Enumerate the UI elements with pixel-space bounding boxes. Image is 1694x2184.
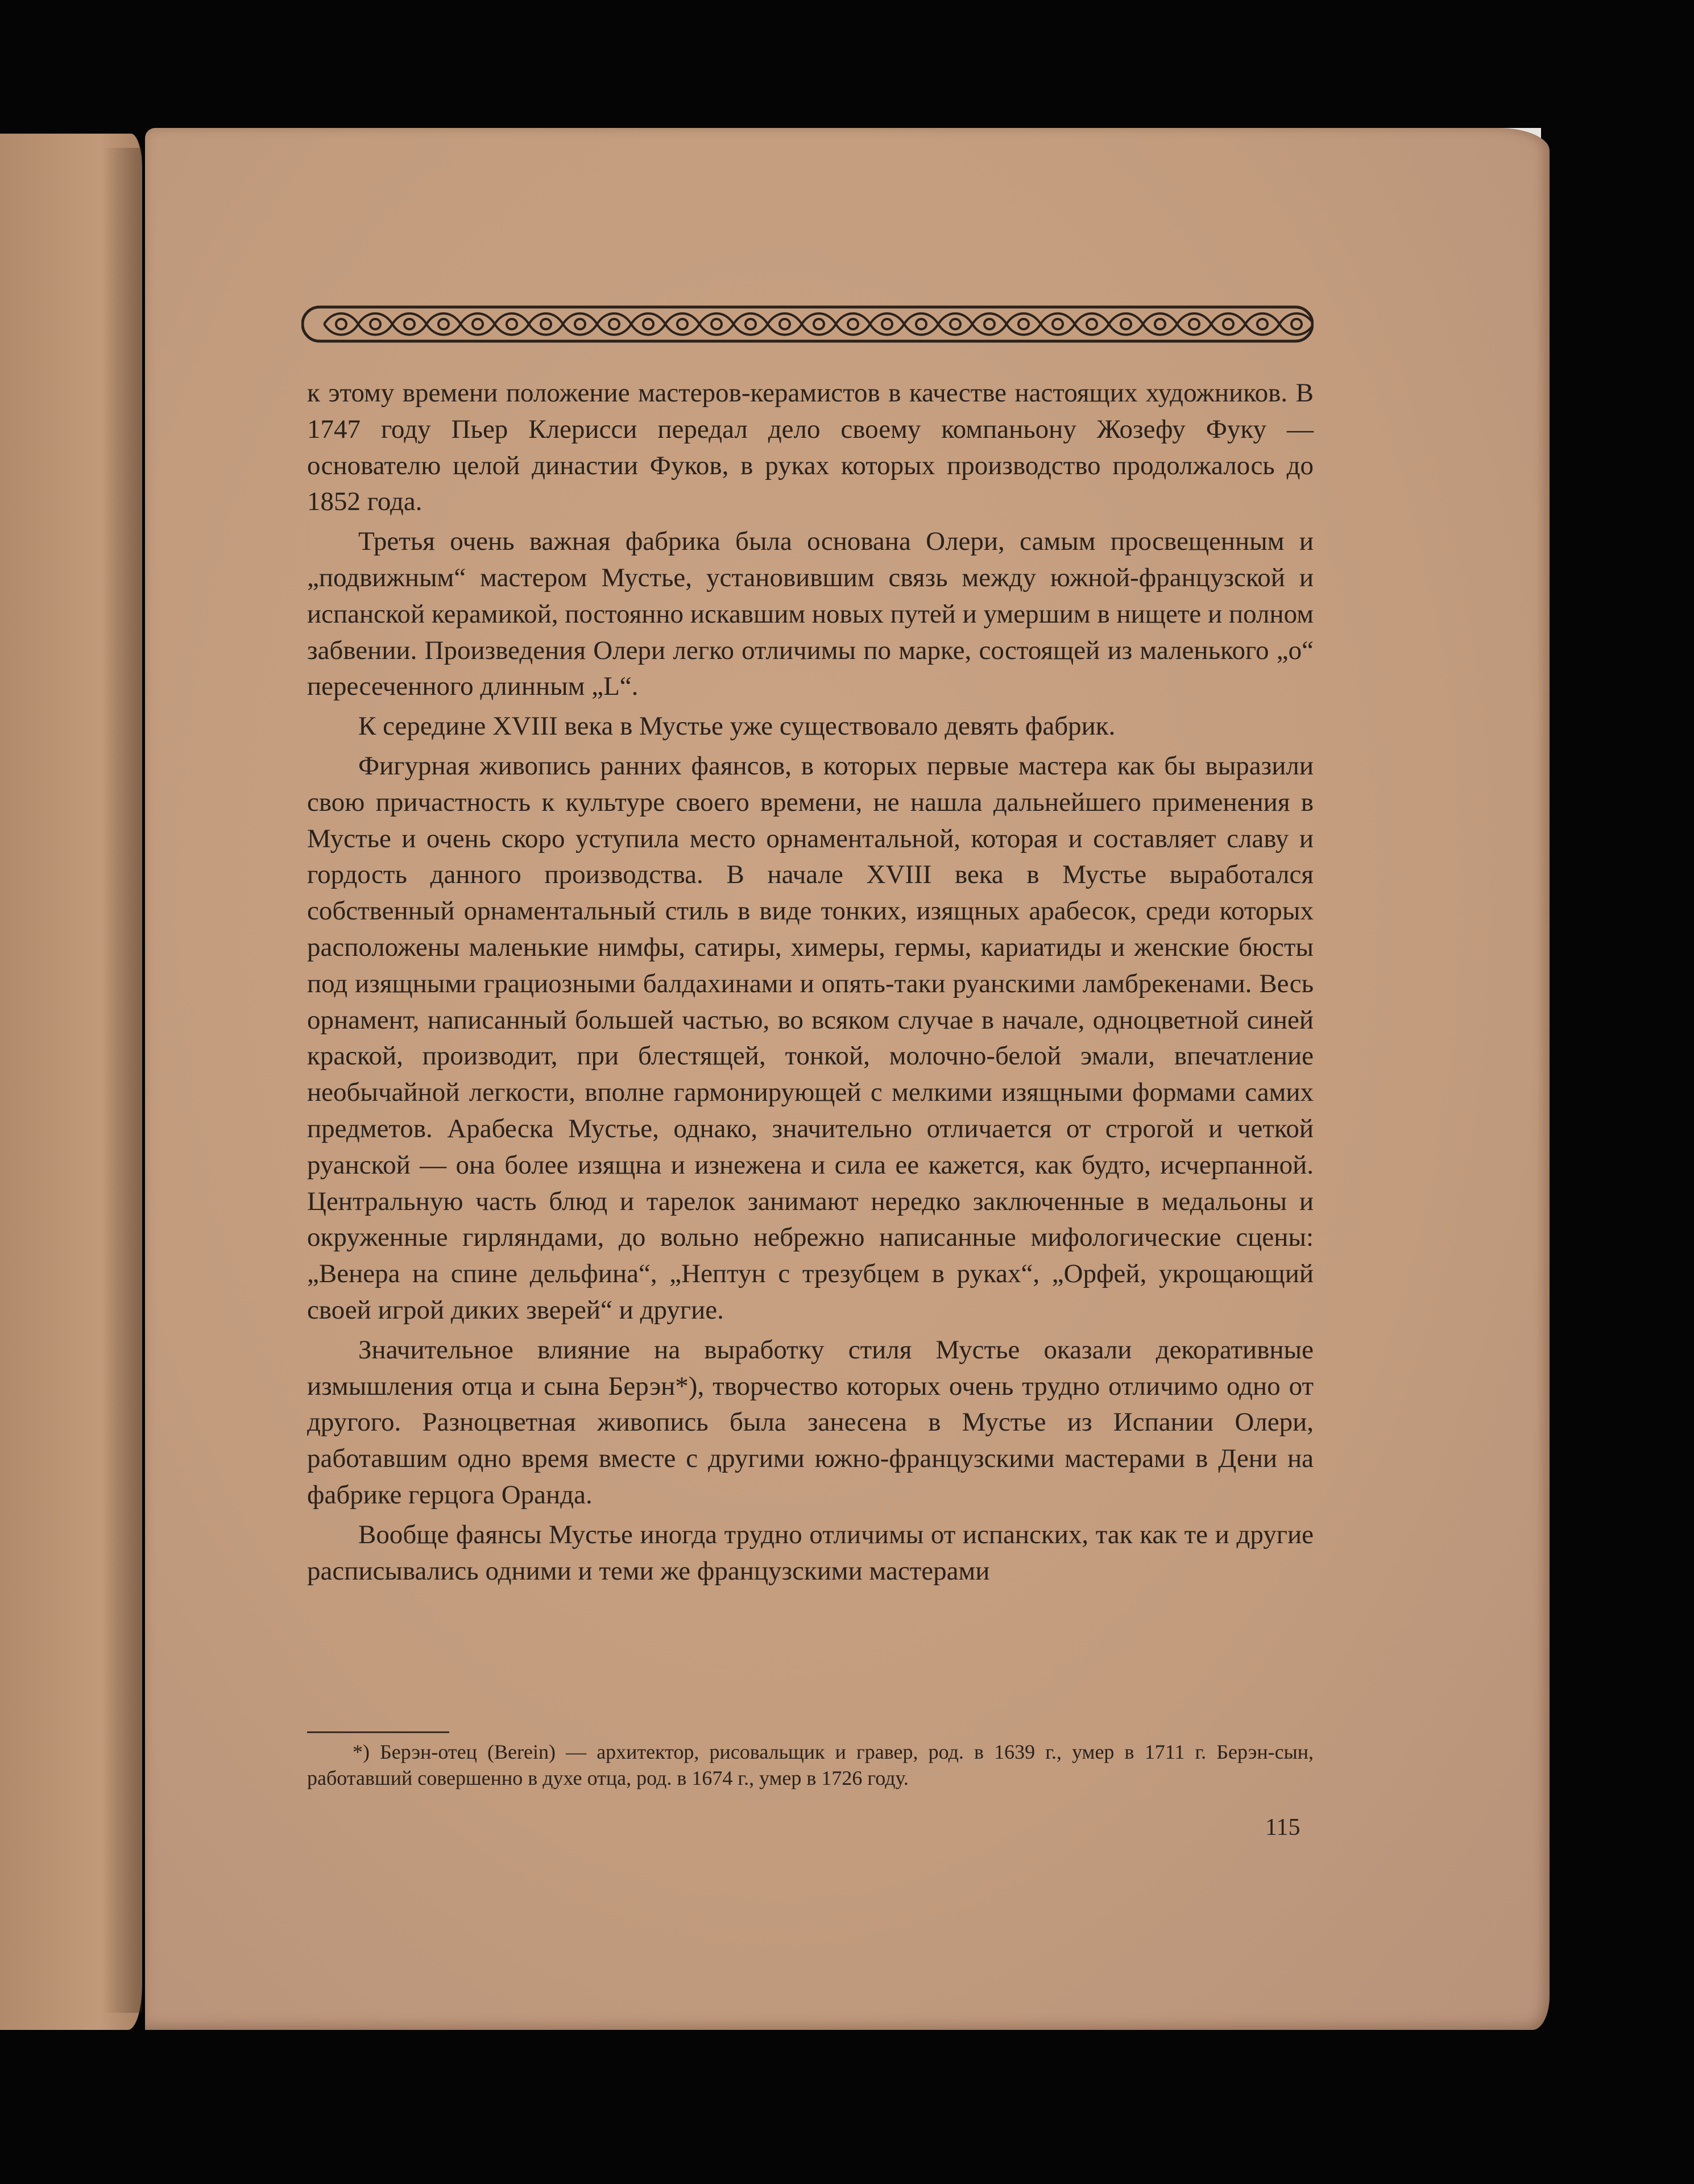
footnote: *) Берэн-отец (Berein) — архитектор, рисовальщик и гравер, род. в 1639 г., умер в 1711 г. Берэн-сын, работавший совершенно в духе отца, род. в 1674 г., умер в 1726 году. [307, 1740, 1314, 1789]
ornament-ring [404, 319, 415, 329]
ornament-ring [438, 319, 449, 329]
ornament-ring [950, 319, 960, 329]
ornament-ring [1121, 319, 1131, 329]
ornament-ring [984, 319, 995, 329]
ornament-ring [1155, 319, 1165, 329]
ornament-ring [1223, 319, 1233, 329]
ornament-ring [1018, 319, 1029, 329]
ornament-ring [780, 319, 790, 329]
paragraph: к этому времени положение мастеров-керамистов в качестве настоящих художников. В 1747 году Пьер Клерисси передал дело своему компаньону Жозефу Фуку — основателю целой династии Фуков, в руках которых производство продолжалось до 1852 года. [307, 378, 1314, 517]
paragraph: К середине XVIII века в Мустье уже существовало девять фабрик. [358, 711, 1116, 741]
ornament-ring [1087, 319, 1097, 329]
gutter-shadow [102, 148, 142, 2013]
ornament-ring [541, 319, 551, 329]
ornament-ring [643, 319, 653, 329]
paragraph: Вообще фаянсы Мустье иногда трудно отличимы от испанских, так как те и другие расписывались одними и теми же французскими мастерами [307, 1519, 1314, 1586]
ornament-ring [1291, 319, 1302, 329]
ornament-ring [575, 319, 585, 329]
ornament-ring [745, 319, 756, 329]
ornament-ring [1189, 319, 1199, 329]
ornament-ring [677, 319, 687, 329]
page-number: 115 [1265, 1814, 1300, 1841]
ornament-ring [507, 319, 517, 329]
ornament-ring [1053, 319, 1063, 329]
paragraph: Третья очень важная фабрика была основана Олери, самым просвещенным и „подвижным“ мастером Мустье, установившим связь между южной-французской и испанской керамикой, постоянно искавшим новых путей и умершим в нищете и полном забвении. Произведения Олери легко отличимы по марке, состоящей из маленького „о“ пересеченного длинным „L“. [307, 527, 1314, 702]
footnote-divider [307, 1731, 449, 1733]
ornament-ring [916, 319, 926, 329]
ornament-ring [609, 319, 619, 329]
ornament-ring [1257, 319, 1268, 329]
ornament-ring [336, 319, 346, 329]
ornament-ring [848, 319, 858, 329]
ornament-ring [711, 319, 722, 329]
ornament-ring [882, 319, 892, 329]
paragraph: Значительное влияние на выработку стиля Мустье оказали декоративные измышления отца и сына Берэн*), творчество которых очень трудно отличимо одно от другого. Разноцветная живопись была занесена в Мустье из Испании Олери, работавшим одно время вместе с другими южно-французскими мастерами в Дени на фабрике герцога Оранда. [307, 1335, 1314, 1510]
ornament-ring [473, 319, 483, 329]
celtic-knot-ornament-icon [301, 301, 1314, 347]
paragraph: Фигурная живопись ранних фаянсов, в которых первые мастера как бы выразили свою причастность к культуре своего времени, не нашла дальнейшего применения в Мустье и очень скоро уступила место орнаментальной, которая и составляет славу и гордость данного производства. В начале XVIII века в Мустье выработался собственный орнаментальный стиль в виде тонких, изящных арабесок, среди которых расположены маленькие нимфы, сатиры, химеры, гермы, кариатиды и женские бюсты под изящными грациозными балдахинами и опять-таки руанскими ламбрекенами. Весь орнамент, написанный большей частью, во всяком случае в начале, одноцветной синей краской, производит, при блестящей, тонкой, молочно-белой эмали, впечатление необычайной легкости, вполне гармонирующей с мелкими изящными формами самих предметов. Арабеска Мустье, однако, значительно отличается от строгой и четкой руанской — она более изящна и изнежена и сила ее кажется, как будто, исчерпанной. Центральную часть блюд и тарелок занимают нередко заключенные в медальоны и окруженные гирляндами, до вольно небрежно написанные мифологические сцены: „Венера на спине дельфина“, „Нептун с трезубцем в руках“, „Орфей, укрощающий своей игрой диких зверей“ и другие. [307, 751, 1314, 1325]
main-text [307, 375, 1314, 1593]
ornament-ring [814, 319, 824, 329]
ornament-ring [370, 319, 380, 329]
